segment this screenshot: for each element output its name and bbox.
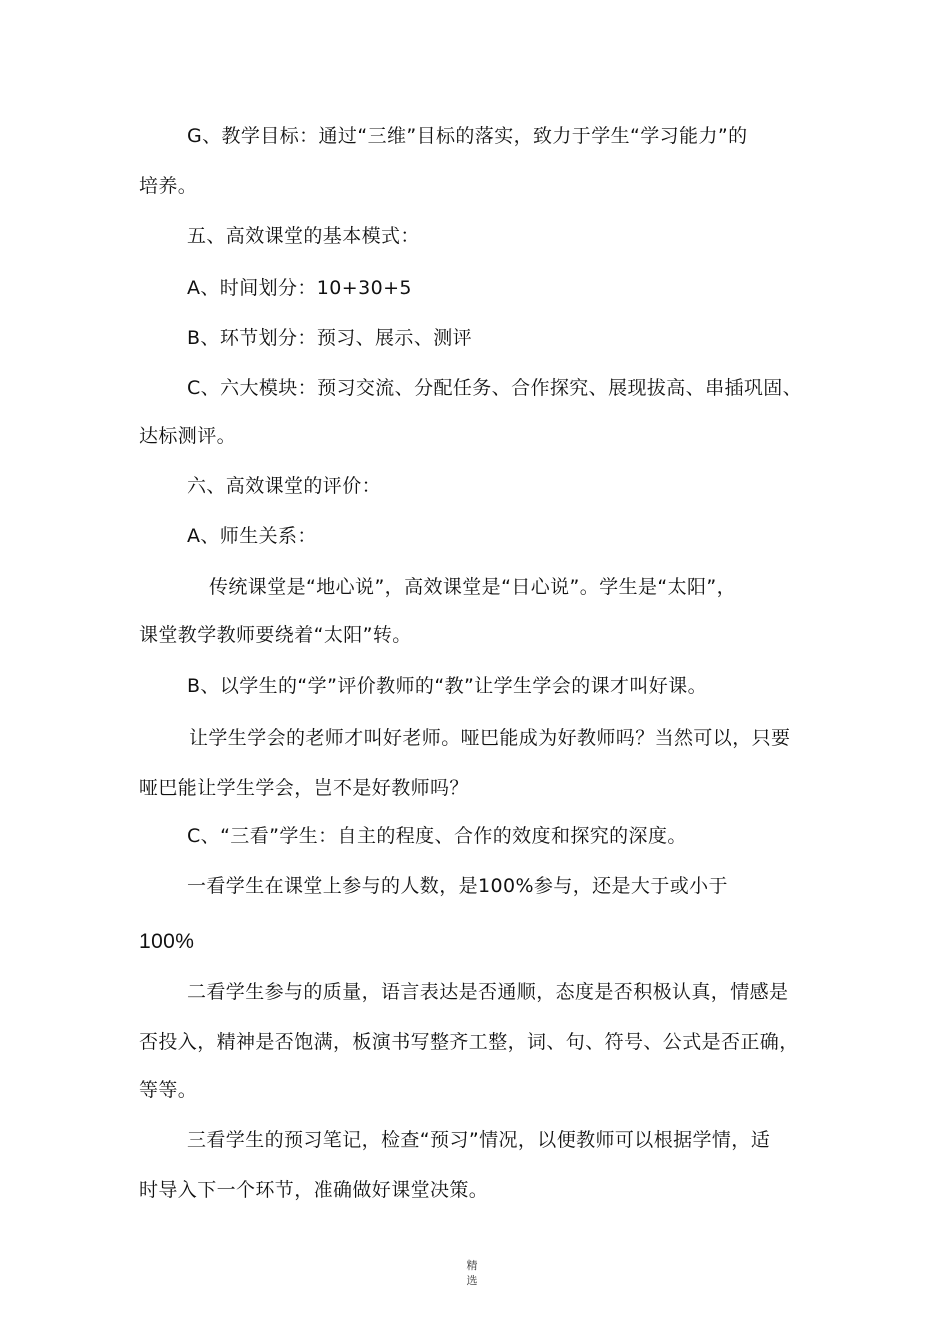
section-heading-evaluation: 六、高效课堂的评价：	[187, 475, 382, 497]
paragraph-geocentric-cont: 课堂教学教师要绕着“太阳”转。	[139, 624, 412, 646]
item-six-modules-cont: 达标测评。	[139, 425, 237, 447]
paragraph-third-look-cont: 时导入下一个环节，准确做好课堂决策。	[139, 1179, 489, 1201]
paragraph-third-look: 三看学生的预习笔记，检查“预习”情况，以便教师可以根据学情，适	[187, 1129, 771, 1151]
item-evaluate-by-learning: B、以学生的“学”评价教师的“教”让学生学会的课才叫好课。	[187, 675, 708, 697]
paragraph-geocentric: 传统课堂是“地心说”，高效课堂是“日心说”。学生是“太阳”，	[209, 576, 737, 598]
footer-char-1: 精	[466, 1259, 478, 1272]
item-six-modules: C、六大模块：预习交流、分配任务、合作探究、展现拔高、串插巩固、	[187, 377, 803, 399]
item-teacher-student-relation: A、师生关系：	[187, 525, 317, 547]
paragraph-good-teacher: 让学生学会的老师才叫好老师。哑巴能成为好教师吗？当然可以，只要	[189, 727, 791, 749]
paragraph-first-look-cont: 100%	[139, 930, 195, 953]
item-link-division: B、环节划分：预习、展示、测评	[187, 327, 473, 349]
paragraph-first-look: 一看学生在课堂上参与的人数，是100%参与，还是大于或小于	[187, 875, 728, 897]
paragraph-second-look-cont: 否投入，精神是否饱满，板演书写整齐工整，词、句、符号、公式是否正确，	[139, 1031, 799, 1053]
footer-char-2: 选	[466, 1274, 478, 1287]
paragraph-second-look-end: 等等。	[139, 1079, 198, 1101]
section-heading-basic-mode: 五、高效课堂的基本模式：	[187, 225, 420, 247]
item-three-looks: C、“三看”学生：自主的程度、合作的效度和探究的深度。	[187, 825, 687, 847]
paragraph-second-look: 二看学生参与的质量，语言表达是否通顺，态度是否积极认真，情感是	[187, 981, 789, 1003]
item-time-division: A、时间划分：10+30+5	[187, 277, 412, 299]
page-footer-mark	[460, 1258, 484, 1288]
paragraph-teaching-goal: G、教学目标：通过“三维”目标的落实，致力于学生“学习能力”的	[187, 125, 748, 147]
paragraph-teaching-goal-cont: 培养。	[139, 175, 198, 197]
paragraph-good-teacher-cont: 哑巴能让学生学会，岂不是好教师吗？	[139, 777, 469, 799]
